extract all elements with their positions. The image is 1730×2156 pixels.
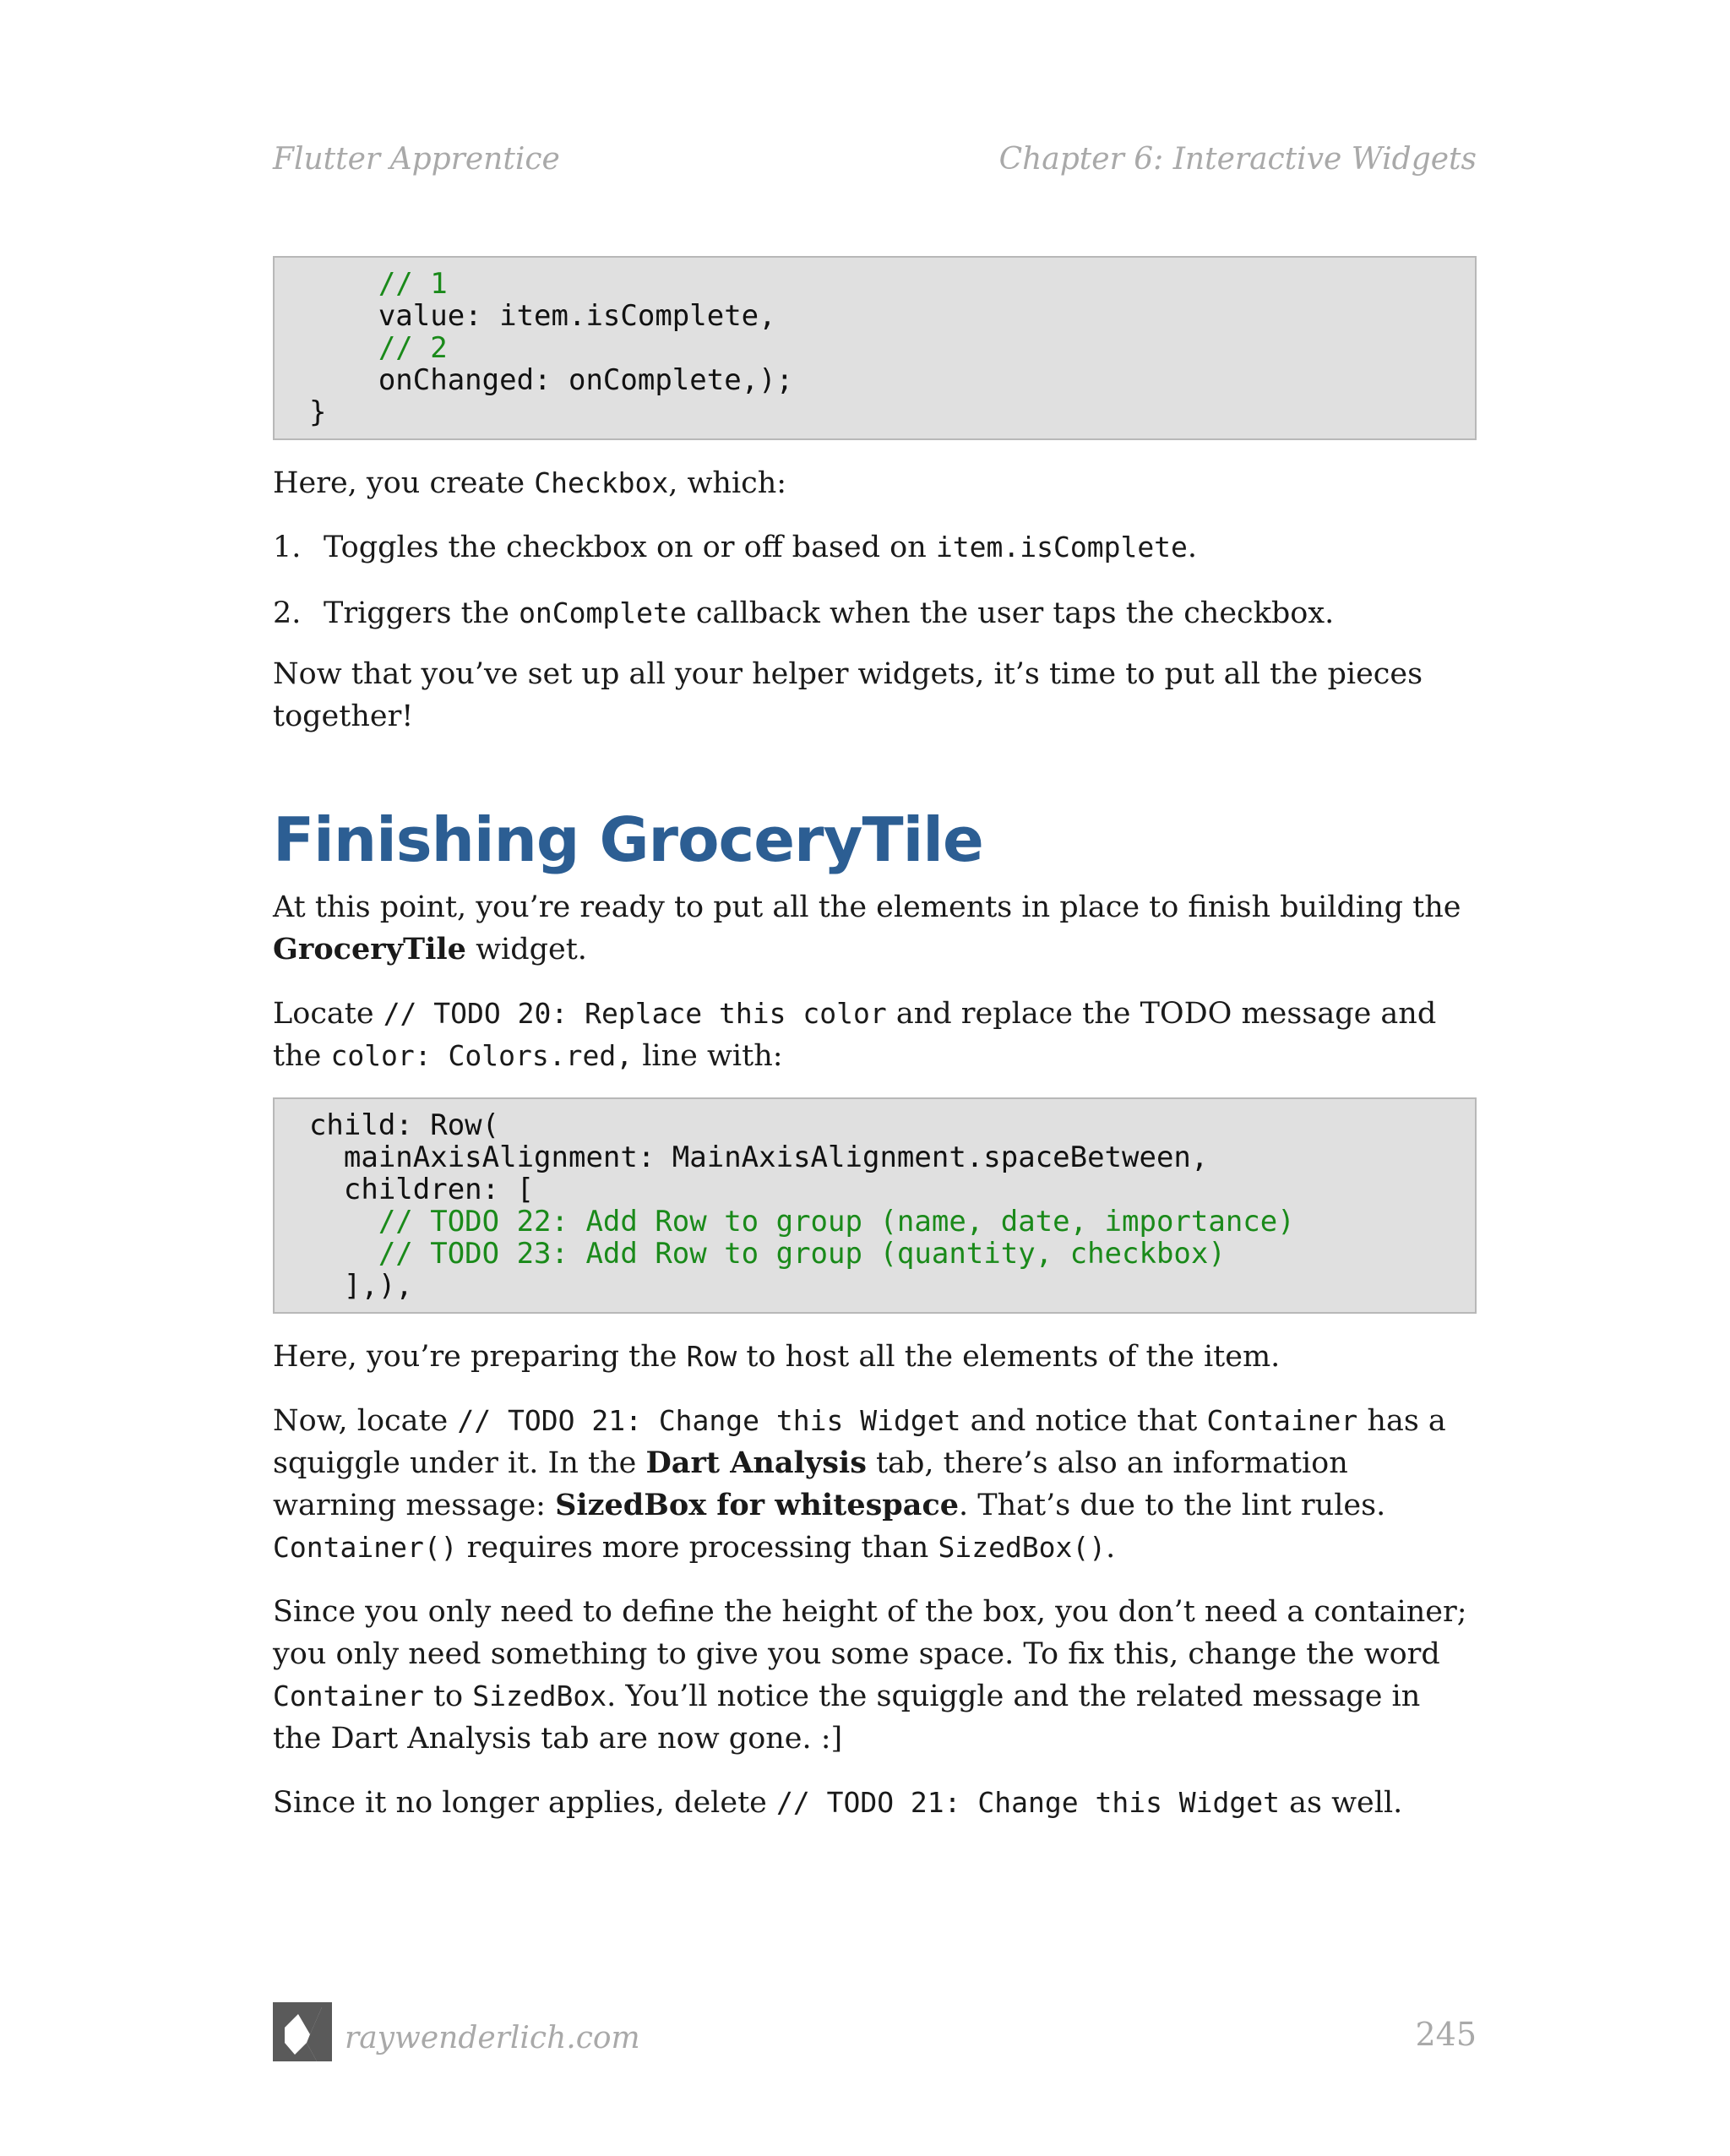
text-run: Since you only need to define the height of the box, you don’t need a container; you only need something to give you some space. To fix this, change the word xyxy=(273,1595,1467,1671)
numbered-list xyxy=(273,526,1477,634)
site-url: raywenderlich.com xyxy=(345,2021,640,2055)
code-line: onChanged: onComplete,); xyxy=(275,363,794,397)
text-run: , which: xyxy=(668,466,787,500)
inline-code: // TODO 20: Replace this color xyxy=(383,997,887,1030)
bold-text: SizedBox for whitespace xyxy=(555,1488,960,1522)
text-run: to host all the elements of the item. xyxy=(737,1340,1281,1374)
page-number: 245 xyxy=(1415,2016,1477,2053)
inline-code: item.isComplete xyxy=(935,531,1188,564)
code-line: // 2 xyxy=(275,331,448,365)
inline-code: color: Colors.red, xyxy=(330,1039,634,1072)
page-footer xyxy=(273,2002,1477,2070)
text-run: line with: xyxy=(633,1039,783,1073)
text-run: . That’s due to the lint rules. xyxy=(959,1489,1386,1522)
text-run: Triggers the xyxy=(324,596,520,630)
code-block-checkbox xyxy=(273,256,1477,440)
text-run: to xyxy=(423,1680,473,1713)
code-line: ],), xyxy=(275,1269,413,1303)
text-run: requires more processing than xyxy=(457,1531,938,1565)
bold-text: GroceryTile xyxy=(273,932,466,966)
paragraph-sizedbox-fix xyxy=(273,1591,1477,1760)
inline-code: Container xyxy=(1206,1404,1358,1437)
text-run: . xyxy=(1106,1531,1116,1565)
section-heading: Finishing GroceryTile xyxy=(273,804,983,875)
text-run: tab, there’s also an information warning message: xyxy=(273,1446,1348,1522)
list-item xyxy=(273,592,1477,634)
inline-code: Checkbox xyxy=(534,466,669,499)
inline-code: SizedBox xyxy=(472,1680,607,1712)
inline-code: Container() xyxy=(273,1531,458,1564)
list-number: 1. xyxy=(273,531,302,564)
paragraph-finish-intro xyxy=(273,886,1477,971)
text-run: has a squiggle under it. In the xyxy=(273,1404,1446,1480)
text-run: and notice that xyxy=(960,1404,1207,1438)
page-header xyxy=(273,142,1477,193)
text-run: Toggles the checkbox on or off based on xyxy=(324,531,936,564)
code-line: // 1 xyxy=(275,267,448,301)
text-run: widget. xyxy=(465,933,587,966)
text-run: Now, locate xyxy=(273,1404,458,1438)
text-run: Locate xyxy=(273,997,384,1031)
paragraph-delete-todo-21 xyxy=(273,1782,1477,1824)
code-line: // TODO 23: Add Row to group (quantity, checkbox) xyxy=(275,1237,1226,1271)
code-line: child: Row( xyxy=(275,1108,500,1142)
paragraph-row-explanation xyxy=(273,1336,1477,1378)
list-item xyxy=(273,526,1477,569)
raywenderlich-logo-icon xyxy=(273,2002,332,2061)
code-line: } xyxy=(275,395,327,429)
paragraph-checkbox-intro xyxy=(273,462,1477,504)
paragraph-helper-widgets: Now that you’ve set up all your helper widgets, it’s time to put all the pieces together! xyxy=(273,657,1423,733)
inline-code: // TODO 21: Change this Widget xyxy=(457,1404,961,1437)
code-line: mainAxisAlignment: MainAxisAlignment.spaceBetween, xyxy=(275,1141,1209,1174)
inline-code: SizedBox() xyxy=(938,1531,1107,1564)
paragraph-todo-21 xyxy=(273,1400,1477,1569)
bold-text: Dart Analysis xyxy=(645,1446,867,1480)
inline-code: // TODO 21: Change this Widget xyxy=(775,1786,1281,1819)
text-run: as well. xyxy=(1280,1786,1403,1820)
text-run: and replace the TODO message and the xyxy=(273,997,1437,1073)
paragraph-locate-todo-20 xyxy=(273,993,1477,1077)
code-block-row xyxy=(273,1097,1477,1314)
code-line: // TODO 22: Add Row to group (name, date, importance) xyxy=(275,1205,1295,1239)
text-run: Since it no longer applies, delete xyxy=(273,1786,776,1820)
inline-code: Row xyxy=(686,1340,737,1373)
code-line: value: item.isComplete, xyxy=(275,299,776,333)
text-run: callback when the user taps the checkbox. xyxy=(686,596,1335,630)
page-content xyxy=(273,256,1477,1824)
inline-code: Container xyxy=(273,1680,424,1712)
text-run: Here, you’re preparing the xyxy=(273,1340,687,1374)
list-number: 2. xyxy=(273,596,302,630)
book-title: Flutter Apprentice xyxy=(273,142,560,177)
text-run: Here, you create xyxy=(273,466,535,500)
text-run: . You’ll notice the squiggle and the related message in the Dart Analysis tab are now gone. :] xyxy=(273,1680,1421,1756)
text-run: . xyxy=(1187,531,1198,564)
inline-code: onComplete xyxy=(519,596,687,629)
code-line: children: [ xyxy=(275,1173,535,1206)
chapter-title: Chapter 6: Interactive Widgets xyxy=(998,142,1477,177)
text-run: At this point, you’re ready to put all the elements in place to finish building the xyxy=(273,890,1461,924)
